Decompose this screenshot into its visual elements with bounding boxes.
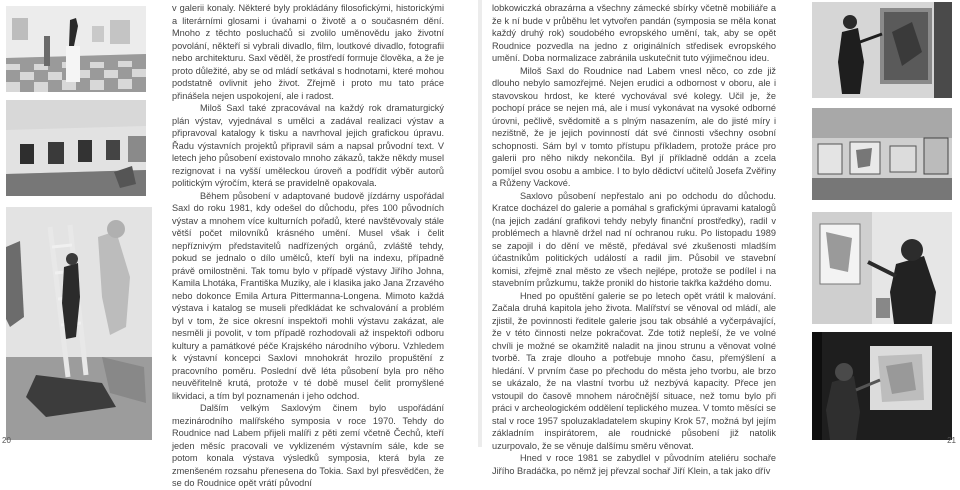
right-page — [482, 0, 960, 476]
gallery-interior-sculptures-photo — [6, 6, 146, 92]
left-paragraph-3: Během působení v adaptované budově jízdárny uspořádal Saxl do roku 1981, kdy odešel do důchodu, přes 100 původních výstav a mnohem více kulturních pořadů, které navštěvovaly stále větší počet milovníků krásného umění. Musel však i čelit nepříznivým představitelů nadřízených orgánů, zvláště tehdy, pokud se jednalo o dílo umělců, kteří byli na indexu, případně právě omilostněni. Tak tomu bylo v případě výstavy Jiřího Johna, Kamila Lhotáka, Františka Muziky, ale i klasika jako Jana Zrzavého nebo dokonce Emila Artura Pittermanna-Longena. Mimoto každá výstava i katalog se museli předkládat ke schvalování a problém byl v tom, že sice okresní inspektoři mohli výstavu zakázat, ale nesměli ji povolit, v tom případě rozhodovali až inspektoři odboru kultury a památkové péče Krajského národního výboru. Vzhledem k výstavní koncepci Saxlovi mnohokrát hrozilo propuštění z pracovního poměru. Poslední dvě léta působení byla pro něho neuvěřitelně krutá, protože v té době musel čelit promyšlené likvidaci, a tím byl poznamenán i jeho odchod. — [172, 190, 444, 401]
right-paragraph-4: Hned po opuštění galerie se po letech opět vrátil k malování. Začala druhá kapitola jeho života. Malířství se věnoval od mládí, ale zjistil, že povinnosti ředitele galerie jsou tak obsáhlé a vyčerpávající, že v této činnosti nelze pokračovat. Zde totiž nepleší, že ve volné chvíli je možné se okamžitě naladit na jinou strunu a věnovat volné tvorbě. Ta zraje dlouho a potřebuje mnoho času, přemýšlení a hledání. V prvním čase po přechodu do města jeho tvorbu, ale brzo se ukázalo, že na vlastní tvorbu už nezbývá kapacity. Přece jen vstoupil do časově mnohem náročnější situace, než tomu bylo při práci v archeologickém oddělení teplického muzea. V tomto měsíci se stal v roce 1957 spoluzakladatelem skupiny Krok 57, možná byl jejím základním inspirátorem, ale roudnické působení již natolik uzurpovalo, že se věnuje dalšímu směru věnovat. — [492, 290, 776, 451]
right-text-column — [492, 2, 776, 477]
right-paragraph-2: Miloš Saxl do Roudnice nad Labem vnesl něco, co zde již dlouho nebylo samozřejmé. Nejen erudici a odbornost v oboru, ale i stavovskou hrdost, ke které vychovával své kolegy. Učil je, že pochopí práce se nejen má, ale i musí vykonávat na vysoké odborné úrovni, pečlivě, svědomitě a s plným nasazením, ale do jisté míry i nezištně, že je jejich povinností dát své činnosti všechny osobní schopnosti. Sám byl v tomto přístupu příkladem, protože práce pro galerii pro něho nikdy nekončila. Byl jí příkladně oddán a zcela pomíjel svou osobu a ambice. I to bylo dědictví učitelů Josefa Zvěřiny a Růženy Vackové. — [492, 65, 776, 188]
right-paragraph-3: Saxlovo působení nepřestalo ani po odchodu do důchodu. Kratce docházel do galerie a pomáhal s grafickými úpravami katalogů (na jejich zadání grafikovi tehdy nebyly finanční prostředky), radil v problémech a hlavně držel nad ní ochranou ruku. Po listopadu 1989 se zapojil i do dění ve městě, předával své zkušenosti mladším účastníkům politických událostí a radil jim. Působil ve stavební komisi, zřejmě znal město ze všech nejlépe, protože se podílel i na stavebním průzkumu, takže pronikl do historie takřka každého domu. — [492, 190, 776, 288]
left-page-number: 20 — [2, 436, 11, 445]
left-paragraph-4: Dalším velkým Saxlovým činem bylo uspořádání mezinárodního malířského symposia v roce 1970. Tehdy do Roudnice nad Labem přijeli malíři z pěti zemí včetně Čechů, kteří jeden měsíc pracovali ve vyklizeném výstavním sále, kde se potom konala výstava výsledků symposia, která byla ze zmenšeném rozsahu přenesena do Tokia. Saxl byl přesvědčen, že se do Roudnice opět vrátí původní — [172, 403, 444, 488]
painter-studio-photo — [812, 332, 952, 440]
gallery-paintings-photo — [6, 100, 146, 196]
right-page-number: 21 — [947, 436, 956, 445]
right-paragraph-5: Hned v roce 1981 se zabydlel v původním ateliéru sochaře Jiřího Bradáčka, po němž jej převzal sochař Jiří Klein, a tak jako dřív — [492, 453, 776, 476]
left-page — [0, 0, 478, 488]
left-paragraph-1: v galerii konaly. Některé byly prokládány filosofickými, historickými a literárními glosami i úvahami o životě a o současném dění. Mnoho z těchto posluchačů si zvolilo uměnovědu jako životní povolání, někteří si vybrali divadlo, film, loutkové divadlo, fotografii nebo architekturu. Saxl věděl, že prostředí formuje člověka, a že je proto důležité, aby se od mládí setkával s hodnotami, které mohou podstatně ovlivnit jeho život. Zřejmě i proto mu tato práce přinášela nejen uspokojení, ale i radost. — [172, 3, 444, 101]
installation-ladder-photo — [6, 207, 152, 440]
painter-working-photo — [812, 212, 952, 324]
left-text-column — [172, 2, 444, 490]
paintings-room-photo — [812, 108, 952, 200]
right-paragraph-1: lobkowiczká obrazárna a všechny zámecké sbírky včetně mobiliáře a že k ní bude v průběhu let vytvořen pandán (symposia se měla konat každý druhý rok) soudobého evropského umění, tak, aby se opět Roudnice pozvedla na jedno z originálních středisek evropského umění. Doba normalizace zabránila uskutečnit tuto výjimečnou ideu. — [492, 3, 776, 63]
painter-at-easel-photo — [812, 2, 952, 98]
left-paragraph-2: Miloš Saxl také zpracovával na každý rok dramaturgický plán výstav, vyjednával s umělci a zadával realizaci výstav a připravoval katalogy k tisku a navrhoval jejich grafickou úpravu. Řadu výstavních projektů připravil sám a napsal průvodní text. V letech jeho působení existovalo mnoho zákazů, takže někdy musel rezignovat i na vyšší uměleckou úroveň a podřídit výběr autorů politickým výročím, která se pravidelně opakovala. — [172, 103, 444, 188]
